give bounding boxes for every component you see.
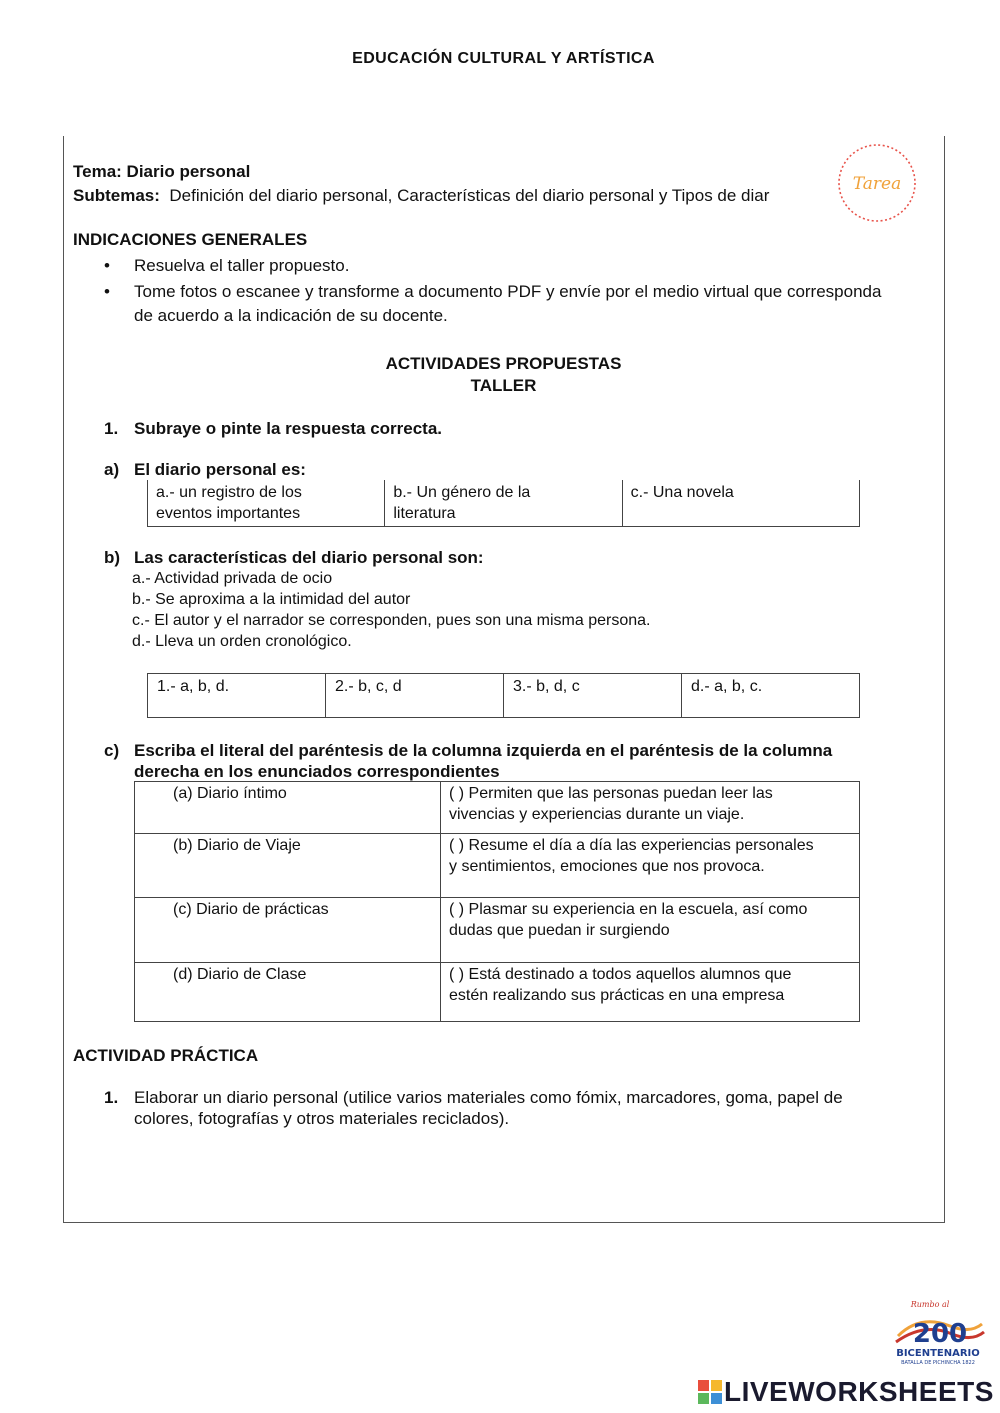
question-b-options-table [147,673,860,718]
subtopics-line [73,185,769,206]
liveworksheets-text: LIVEWORKSHEETS [724,1376,994,1407]
indication-item-1: Resuelva el taller propuesto. [134,256,350,275]
table-row [135,898,860,963]
question-1-text: Subraye o pinte la respuesta correcta. [134,419,443,438]
diary-type-cell: (a) Diario íntimo [135,782,441,834]
taller-heading: TALLER [470,376,537,395]
question-b-letter: b) [104,548,121,567]
practical-text-continued: colores, fotografías y otros materiales reciclados). [134,1109,510,1128]
statement-item: a.- Actividad privada de ocio [132,570,333,587]
question-a-options-table [147,480,860,527]
question-a-letter: a) [104,460,120,479]
question-c-letter: c) [104,741,120,760]
description-cell[interactable]: ( ) Permiten que las personas puedan leer las vivencias y experiencias durante un viaje. [441,782,860,834]
description-cell[interactable]: ( ) Plasmar su experiencia en la escuela, así como dudas que puedan ir surgiendo [441,898,860,963]
practical-number: 1. [104,1088,119,1107]
diary-type-cell: (d) Diario de Clase [135,963,441,1022]
option-cell[interactable]: b.- Un género de la literatura [385,480,622,527]
subtemas-value: Definición del diario personal, Características del diario personal y Tipos de diar [169,186,770,205]
logo-tagline: Rumbo al [910,1300,950,1309]
practical-activity-heading: ACTIVIDAD PRÁCTICA [73,1046,259,1065]
logo-number: 200 [912,1319,968,1349]
bicentenario-logo [890,1296,986,1368]
question-c-text-continued: derecha en los enunciados correspondientes [134,762,500,781]
logo-name: BICENTENARIO [896,1348,980,1359]
matching-table [134,781,860,1022]
question-a-text: El diario personal es: [134,460,306,479]
topic-line [73,161,250,182]
subtemas-label: Subtemas: [73,186,160,205]
option-cell[interactable]: c.- Una novela [622,480,859,527]
option-cell[interactable]: d.- a, b, c. [682,674,860,718]
option-cell[interactable]: 3.- b, d, c [504,674,682,718]
option-cell[interactable]: 2.- b, c, d [326,674,504,718]
table-row [135,782,860,834]
diary-type-cell: (b) Diario de Viaje [135,834,441,898]
activities-heading: ACTIVIDADES PROPUESTAS [385,354,622,373]
bullet-icon: • [104,282,110,301]
table-row [135,834,860,898]
liveworksheets-icon [698,1380,722,1404]
description-cell[interactable]: ( ) Está destinado a todos aquellos alumnos que estén realizando sus prácticas en una empresa [441,963,860,1022]
practical-text: Elaborar un diario personal (utilice varios materiales como fómix, marcadores, goma, papel de [134,1088,843,1107]
tema-value: Diario personal [126,162,251,181]
bullet-icon: • [104,256,110,275]
liveworksheets-brand[interactable] [698,1377,994,1407]
tema-label: Tema: [73,162,122,181]
description-cell[interactable]: ( ) Resume el día a día las experiencias personales y sentimientos, emociones que nos provoca. [441,834,860,898]
statement-item: d.- Lleva un orden cronológico. [132,633,352,650]
diary-type-cell: (c) Diario de prácticas [135,898,441,963]
table-row [135,963,860,1022]
indication-item-2-continued: de acuerdo a la indicación de su docente. [134,306,448,325]
option-cell[interactable]: a.- un registro de los eventos importantes [148,480,385,527]
statement-item: b.- Se aproxima a la intimidad del autor [132,591,411,608]
tarea-stamp-text: Tarea [852,174,902,194]
question-b-text: Las características del diario personal son: [134,548,484,567]
document-header-title: EDUCACIÓN CULTURAL Y ARTÍSTICA [352,50,655,67]
question-c-text: Escriba el literal del paréntesis de la columna izquierda en el paréntesis de la columna [134,741,833,760]
general-indications-heading: INDICACIONES GENERALES [73,230,308,249]
statement-item: c.- El autor y el narrador se corresponden, pues son una misma persona. [132,612,651,629]
indication-item-2: Tome fotos o escanee y transforme a documento PDF y envíe por el medio virtual que corresponda [134,282,882,301]
question-1-number: 1. [104,419,119,438]
logo-subtitle: BATALLA DE PICHINCHA 1822 [901,1360,975,1366]
tarea-stamp [836,142,918,224]
option-cell[interactable]: 1.- a, b, d. [148,674,326,718]
